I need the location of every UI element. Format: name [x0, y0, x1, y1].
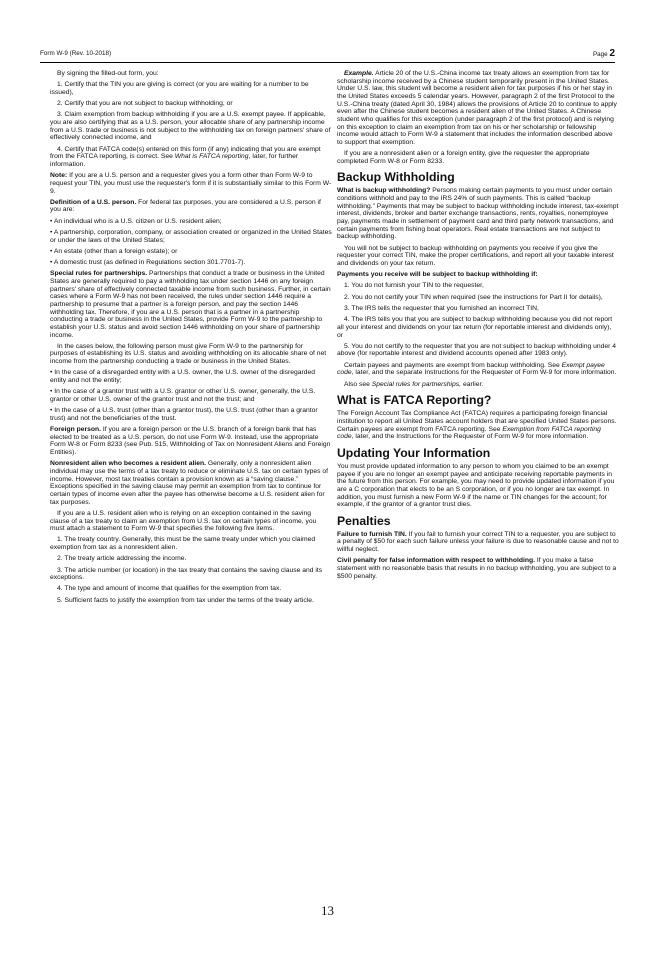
partnership-paragraph — [50, 270, 332, 339]
page-indicator — [593, 48, 615, 59]
right-column — [337, 70, 619, 584]
paragraph: By signing the filled-out form, you: — [57, 70, 159, 77]
paragraph — [337, 187, 619, 241]
text-run: Also see — [344, 380, 372, 388]
paragraph: If you are a nonresident alien or a foreign entity, give the requester the appropriate completed Form W-8 or Form 8233. — [337, 150, 590, 165]
text-run: later, and the separate Instructions for the Requester of Form W-9 for more information. — [353, 369, 617, 377]
list-item: 1. You do not furnish your TIN to the requester, — [344, 282, 484, 290]
text-run: 4. Certify that FATCA code(s) entered on this form (if any) indicating that you are exempt from the FATCA reporting, is correct. See — [50, 145, 321, 161]
text-run: Article 20 of the U.S.-China income tax treaty allows an exemption from tax for scholarship income received by a Chinese student temporarily present in the United States. Under U.S. law, this student will become a resident alien for tax purposes if his or her stay in the United States exceeds 5 calendar years. However, paragraph 2 of the first Protocol to the U.S.-China treaty (dated April 30, 1984) allows the provisions of Article 20 to continue to apply even after the Chinese student becomes a resident alien of the United States. A Chinese student who qualifies for this exception (under paragraph 2 of the first protocol) and is relying on this exception to claim an exemption from tax on his or her scholarship or fellowship income would attach to Form W-9 a statement that includes the information described above to support that exemption. — [337, 70, 617, 146]
section-heading-backup-withholding: Backup Withholding — [337, 170, 455, 185]
list-item: 5. Sufficient facts to justify the exemption from tax under the terms of the treaty article. — [57, 596, 314, 604]
section-heading-penalties: Penalties — [337, 513, 391, 528]
run-in-heading: Nonresident alien who becomes a resident alien. — [50, 460, 207, 468]
example-paragraph — [337, 70, 619, 147]
run-in-heading: Definition of a U.S. person. — [50, 198, 137, 206]
list-item — [50, 146, 332, 169]
list-item: 2. The treaty article addressing the income. — [57, 555, 187, 563]
cross-reference: Exempt payee code, — [337, 361, 605, 377]
page-number-header: 2 — [609, 48, 615, 59]
bullet-item: • A partnership, corporation, company, or association created or organized in the United States or under the laws of the United States; — [50, 228, 332, 244]
paragraph: In the cases below, the following person must give Form W-9 to the partnership for purposes of establishing its U.S. status and avoiding withholding on its allocable share of net income from the partnership conducting a trade or business in the United States. — [50, 342, 327, 366]
bullet-item: • A domestic trust (as defined in Regulations section 301.7701-7). — [50, 259, 246, 267]
cross-reference: Special rules for partnerships, — [371, 380, 462, 388]
list-item: 3. The IRS tells the requester that you furnished an incorrect TIN, — [344, 304, 539, 312]
cross-reference: Exemption from FATCA reporting code, — [337, 425, 601, 441]
list-item: 4. The type and amount of income that qualifies for the exemption from tax. — [57, 585, 282, 593]
list-item: 4. The IRS tells you that you are subject to backup withholding because you did not report all your interest and dividends on your tax return (for reportable interest and dividends only), or — [337, 316, 613, 339]
left-column — [50, 70, 332, 608]
page-word: Page — [592, 51, 608, 58]
text-run: If you make a false statement with no reasonable basis that results in no backup withholding, you are subject to a $500 penalty. — [337, 557, 617, 580]
list-item: 2. Certify that you are not subject to backup withholding, or — [57, 100, 233, 108]
text-run: If you fail to furnish your correct TIN to a requester, you are subject to a penalty of $50 for each such failure unless your failure is due to reasonable cause and not to willful neglect. — [337, 530, 619, 554]
text-run: If you are a foreign person or the U.S. branch of a foreign bank that has elected to be treated as a U.S. person, do not use Form W-9. Instead, use the appropriate Form W-8 or Form 8233 (see Pub. 515, Withholding of Tax on Nonresident Aliens and Foreign Entities). — [50, 426, 331, 457]
run-in-heading: What is backup withholding? — [337, 187, 431, 195]
text-run: Persons making certain payments to you must under certain conditions withhold and pay to the IRS 24% of such payments. This is called “backup withholding.” Payments that may be subject to backup withholding include interest, tax-exempt interest, dividends, broker and barter exchange transactions, rents, royalties, nonemployee pay, payments made in settlement of payment card and third party network transactions, and certain payments from fishing boat operators. Real estate transactions are not subject to backup withholding. — [337, 187, 619, 241]
paragraph: You must provide updated information to any person to whom you claimed to be an exempt payee if you are no longer an exempt payee and anticipate receiving reportable payments in the future from this person. For example, you may need to provide updated information if you are a C corporation that elects to be an S corporation, or if you no longer are tax exempt. In addition, you must furnish a new Form W-9 if the name or TIN changes for the account; for example, if the grantor of a grantor trust dies. — [337, 462, 615, 509]
bullet-item: • In the case of a disregarded entity with a U.S. owner, the U.S. owner of the disregarded entity and not the entity; — [50, 369, 316, 385]
form-label: Form W-9 (Rev. 10-2018) — [40, 50, 112, 57]
section-heading-fatca: What is FATCA Reporting? — [337, 393, 492, 408]
list-item: 5. You do not certify to the requester that you are not subject to backup withholding under 4 above (for reportable interest and dividend accounts opened after 1983 only). — [337, 342, 617, 358]
section-heading-updating: Updating Your Information — [337, 445, 491, 460]
bullet-item: • An individual who is a U.S. citizen or U.S. resident alien; — [50, 217, 222, 225]
page-header — [40, 48, 615, 63]
bullet-item: • In the case of a U.S. trust (other than a grantor trust), the U.S. trust (other than a grantor trust) and not the beneficiaries of the trust. — [50, 407, 318, 422]
run-in-heading: Special rules for partnerships. — [50, 270, 148, 278]
paragraph — [337, 531, 619, 554]
list-item: 3. The article number (or location) in the tax treaty that contains the saving clause and its exceptions. — [50, 566, 323, 582]
run-in-heading: Payments you receive will be subject to backup withholding if: — [337, 271, 538, 279]
text-run: Certain payees and payments are exempt from backup withholding. See — [344, 361, 562, 369]
text-run: earlier. — [461, 380, 484, 388]
run-in-heading: Note: — [50, 172, 68, 180]
definition-paragraph — [50, 199, 332, 214]
bullet-item: • In the case of a grantor trust with a U.S. grantor or other U.S. owner, generally, the U.S. grantor or other U.S. owner of the grantor trust and not the trust; and — [50, 388, 316, 403]
text-run: For federal tax purposes, you are considered a U.S. person if you are: — [50, 198, 321, 214]
paragraph — [337, 557, 619, 580]
run-in-heading: Example. — [344, 70, 374, 77]
text-run: The Foreign Account Tax Compliance Act (FATCA) requires a participating foreign financial institution to report all United States account holders that are specified United States persons. Certain payees are exempt from FATCA reporting. See — [337, 410, 617, 433]
page-number-footer: 13 — [321, 903, 334, 918]
paragraph: You will not be subject to backup withholding on payments you receive if you give the requester your correct TIN, make the proper certifications, and report all your taxable interest and dividends on your tax return. — [337, 244, 614, 267]
bold-subheading — [337, 271, 619, 279]
list-item: 2. You do not certify your TIN when required (see the instructions for Part II for details), — [344, 293, 603, 301]
foreign-person-paragraph — [50, 426, 332, 457]
list-item: 1. The treaty country. Generally, this must be the same treaty under which you claimed exemption from tax as a nonresident alien. — [50, 536, 316, 552]
nonresident-paragraph — [50, 460, 332, 506]
paragraph — [337, 381, 619, 389]
text-run: later, for further information. — [50, 153, 299, 168]
text-run: later, and the Instructions for the Requester of Form W-9 for more information. — [353, 433, 589, 441]
cross-reference: What is FATCA reporting, — [174, 153, 251, 161]
list-item: 3. Claim exemption from backup withholding if you are a U.S. exempt payee. If applicable, you are also certifying that as a U.S. person, your allocable share of any partnership income from a U.S. trade or business is not subject to the withholding tax on foreign partners' share of effectively connected income, and — [50, 111, 331, 142]
text-run: Partnerships that conduct a trade or business in the United States are generally required to pay a withholding tax under section 1446 on any foreign partners' share of effectively connected taxable income from such business. Further, in certain cases where a Form W-9 has not been received, the rules under section 1446 require a partnership to presume that a partner is a foreign person, and pay the section 1446 withholding tax. Therefore, if you are a U.S. person that is a partner in a partnership conducting a trade or business in the United States, provide Form W-9 to the partnership to establish your U.S. status and avoid section 1446 withholding on your share of partnership income. — [50, 270, 331, 339]
run-in-heading: Failure to furnish TIN. — [337, 530, 407, 538]
bullet-item: • An estate (other than a foreign estate); or — [50, 247, 178, 255]
paragraph — [337, 410, 619, 441]
text-run: Generally, only a nonresident alien individual may use the terms of a tax treaty to reduce or eliminate U.S. tax on certain types of income. However, most tax treaties contain a provision known as a “saving clause.” Exceptions specified in the saving clause may permit an exemption from tax to continue for certain types of income even after the payee has otherwise become a U.S. resident alien for tax purposes. — [50, 460, 329, 506]
note-paragraph — [50, 172, 332, 195]
text-run: If you are a U.S. person and a requester gives you a form other than Form W-9 to request your TIN, you must use the requester's form if it is substantially similar to this Form W-9. — [50, 172, 332, 195]
list-item: 1. Certify that the TIN you are giving is correct (or you are waiting for a number to be issued), — [50, 81, 309, 96]
paragraph: If you are a U.S. resident alien who is relying on an exception contained in the saving clause of a tax treaty to claim an exemption from U.S. tax on certain types of income, you must attach a statement to Form W-9 that specifies the following five items. — [50, 509, 317, 533]
paragraph — [337, 362, 619, 377]
run-in-heading: Civil penalty for false information with respect to withholding. — [337, 557, 536, 565]
run-in-heading: Foreign person. — [50, 426, 102, 434]
